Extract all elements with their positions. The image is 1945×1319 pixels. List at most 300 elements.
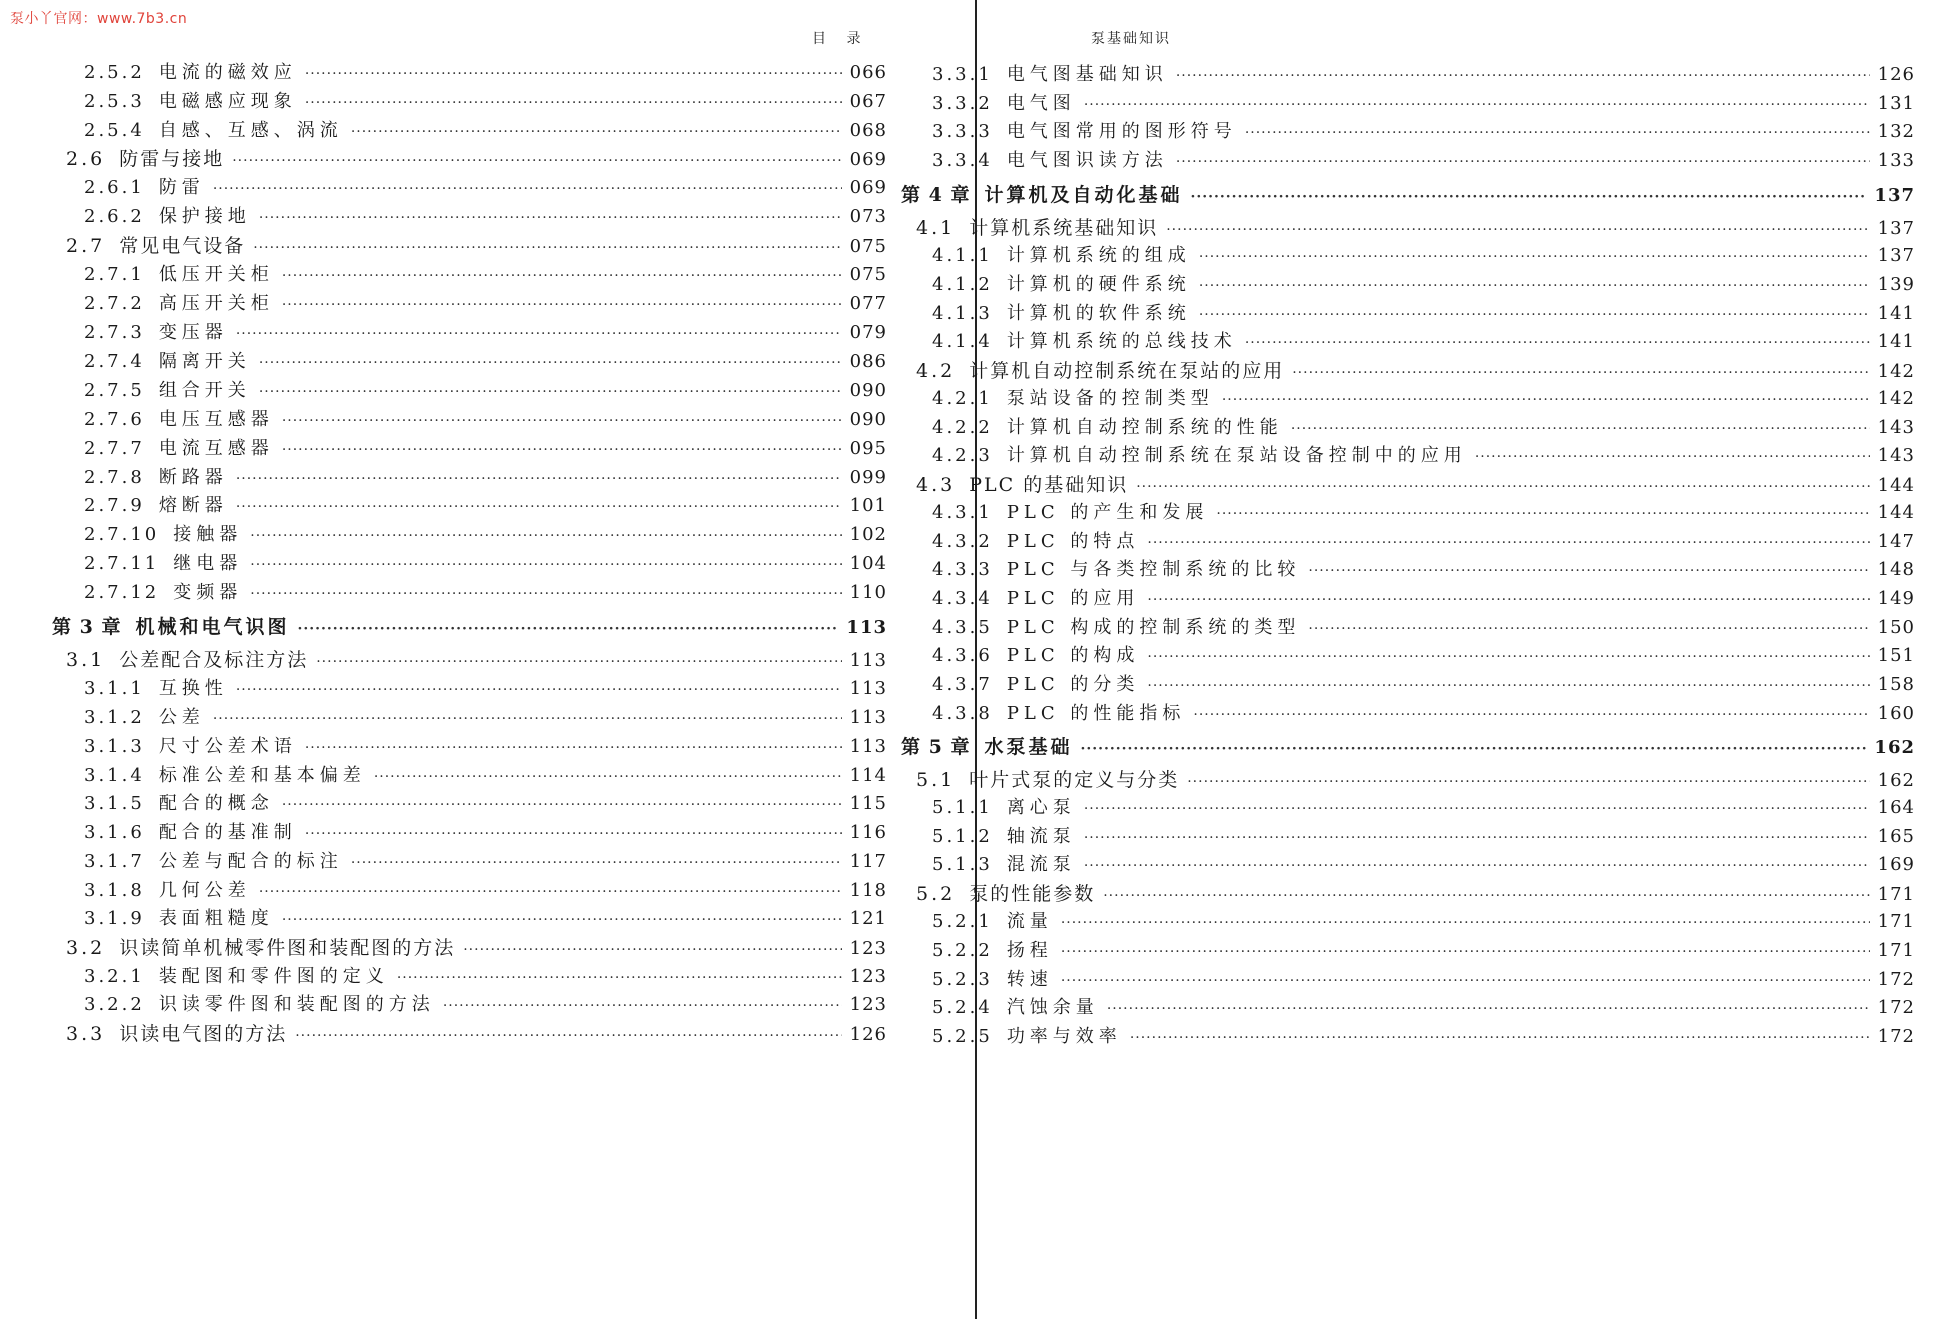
toc-entry-number: 2.7.12 — [84, 582, 160, 603]
toc-entry-title: 计算机的软件系统 — [1006, 303, 1191, 324]
toc-entry-number: 2.7 — [66, 235, 106, 257]
toc-entry-number: 4.3.3 — [932, 559, 993, 580]
toc-entry-page-number: 113 — [849, 736, 887, 757]
toc-entry-title: 叶片式泵的定义与分类 — [969, 769, 1180, 791]
toc-entry-title: 计算机自动控制系统的性能 — [1006, 417, 1283, 438]
toc-leader-dots — [1245, 125, 1870, 141]
toc-entry-number: 2.7.2 — [84, 293, 145, 314]
toc-entry-sec — [66, 933, 887, 960]
toc-entry-title: PLC 的基础知识 — [969, 474, 1129, 496]
toc-entry-sub — [932, 965, 1915, 991]
toc-leader-dots — [1308, 621, 1869, 637]
toc-entry-number: 4.2.3 — [932, 445, 993, 466]
toc-entry-sub — [932, 413, 1915, 439]
toc-entry-number: 第 5 章 — [901, 736, 971, 758]
toc-entry-sub — [932, 670, 1915, 696]
toc-entry-title: 表面粗糙度 — [158, 908, 274, 929]
toc-leader-dots — [282, 413, 842, 429]
toc-entry-page-number: 069 — [849, 149, 887, 170]
toc-entry-sub — [932, 850, 1915, 876]
toc-entry-page-number: 090 — [849, 380, 887, 401]
toc-entry-number: 第 4 章 — [901, 184, 971, 206]
toc-entry-number: 2.5.3 — [84, 91, 145, 112]
toc-entry-page-number: 095 — [849, 438, 887, 459]
toc-entry-title: 变频器 — [173, 582, 243, 603]
toc-entry-title: 公差配合及标注方法 — [119, 649, 309, 671]
toc-leader-dots — [1166, 222, 1869, 238]
toc-entry-sub — [84, 847, 887, 873]
toc-leader-dots — [213, 711, 842, 727]
toc-entry-title: 配合的基准制 — [158, 822, 297, 843]
toc-entry-number: 2.7.4 — [84, 351, 145, 372]
toc-entry-sub — [932, 498, 1915, 524]
toc-entry-number: 4.2.1 — [932, 388, 993, 409]
toc-entry-title: 配合的概念 — [158, 793, 274, 814]
toc-entry-title: 几何公差 — [158, 880, 251, 901]
toc-entry-page-number: 142 — [1877, 388, 1915, 409]
toc-entry-number: 2.7.1 — [84, 264, 145, 285]
toc-entry-page-number: 172 — [1877, 969, 1915, 990]
toc-leader-dots — [305, 740, 842, 756]
toc-entry-number: 3.2 — [66, 937, 106, 959]
toc-entry-page-number: 113 — [849, 707, 887, 728]
toc-entry-sub — [84, 289, 887, 315]
toc-entry-page-number: 164 — [1877, 797, 1915, 818]
toc-entry-title: 组合开关 — [158, 380, 251, 401]
toc-entry-sec — [66, 144, 887, 171]
toc-entry-sub — [932, 146, 1915, 172]
toc-leader-dots — [282, 797, 842, 813]
toc-entry-sub — [932, 299, 1915, 325]
toc-entry-page-number: 073 — [849, 206, 887, 227]
toc-entry-sub — [932, 241, 1915, 267]
toc-entry-title: 识读电气图的方法 — [119, 1023, 288, 1045]
toc-leader-dots — [259, 384, 842, 400]
toc-entry-title: PLC 的特点 — [1006, 531, 1140, 552]
toc-entry-sub — [932, 584, 1915, 610]
toc-entry-page-number: 171 — [1877, 911, 1915, 932]
toc-entry-sub — [84, 732, 887, 758]
toc-entry-page-number: 118 — [849, 880, 887, 901]
toc-leader-dots — [1216, 506, 1869, 522]
toc-entry-number: 2.7.7 — [84, 438, 145, 459]
toc-entry-page-number: 160 — [1877, 703, 1915, 724]
toc-entry-title: 断路器 — [158, 467, 228, 488]
toc-entry-page-number: 117 — [849, 851, 887, 872]
toc-leader-dots — [282, 297, 842, 313]
toc-leader-dots — [236, 471, 842, 487]
toc-entry-page-number: 150 — [1877, 617, 1915, 638]
toc-entry-page-number: 126 — [1877, 64, 1915, 85]
toc-leader-dots — [351, 855, 842, 871]
toc-entry-title: 电气图识读方法 — [1006, 150, 1168, 171]
toc-leader-dots — [1222, 392, 1870, 408]
toc-entry-number: 3.3.3 — [932, 121, 993, 142]
toc-leader-dots — [1107, 1001, 1870, 1017]
toc-entry-page-number: 149 — [1877, 588, 1915, 609]
toc-entry-number: 第 3 章 — [52, 616, 122, 638]
toc-leader-dots — [250, 557, 841, 573]
toc-entry-number: 2.6.1 — [84, 177, 145, 198]
toc-entry-page-number: 075 — [849, 236, 887, 257]
toc-entry-sub — [84, 990, 887, 1016]
toc-entry-title: 水泵基础 — [984, 736, 1073, 758]
toc-entry-title: 泵的性能参数 — [969, 883, 1096, 905]
toc-entry-sub — [84, 260, 887, 286]
toc-leader-dots — [1136, 479, 1869, 495]
toc-entry-page-number: 172 — [1877, 997, 1915, 1018]
toc-leader-dots — [282, 268, 842, 284]
toc-entry-number: 2.7.5 — [84, 380, 145, 401]
toc-entry-page-number: 143 — [1877, 445, 1915, 466]
toc-entry-sub — [932, 89, 1915, 115]
toc-entry-sub — [84, 116, 887, 142]
toc-entry-sec — [66, 1019, 887, 1046]
toc-entry-page-number: 123 — [849, 938, 887, 959]
toc-entry-number: 3.2.1 — [84, 966, 145, 987]
toc-entry-number: 5.2.3 — [932, 969, 993, 990]
toc-entry-page-number: 132 — [1877, 121, 1915, 142]
toc-entry-title: 计算机系统的总线技术 — [1006, 331, 1237, 352]
toc-entry-title: 熔断器 — [158, 495, 228, 516]
toc-leader-dots — [1292, 365, 1869, 381]
toc-entry-number: 2.7.6 — [84, 409, 145, 430]
toc-entry-number: 3.1.4 — [84, 765, 145, 786]
toc-entry-title: 尺寸公差术语 — [158, 736, 297, 757]
toc-entry-page-number: 104 — [849, 553, 887, 574]
toc-leader-dots — [1084, 97, 1870, 113]
toc-entry-sub — [84, 58, 887, 84]
toc-leader-dots — [1187, 774, 1869, 790]
toc-leader-dots — [236, 499, 842, 515]
toc-entry-number: 5.2.4 — [932, 997, 993, 1018]
right-page — [901, 0, 1945, 1319]
toc-entry-number: 5.2 — [916, 883, 956, 905]
toc-leader-dots — [250, 586, 841, 602]
toc-entry-page-number: 142 — [1877, 361, 1915, 382]
toc-entry-page-number: 147 — [1877, 531, 1915, 552]
toc-entry-title: PLC 的性能指标 — [1006, 703, 1186, 724]
toc-entry-title: 公差 — [158, 707, 205, 728]
toc-entry-sub — [932, 641, 1915, 667]
toc-entry-number: 4.1.4 — [932, 331, 993, 352]
toc-entry-number: 3.1.6 — [84, 822, 145, 843]
toc-entry-title: 扬程 — [1006, 940, 1053, 961]
toc-entry-title: 变压器 — [158, 322, 228, 343]
toc-entry-number: 3.1.5 — [84, 793, 145, 814]
toc-entry-number: 5.1.2 — [932, 826, 993, 847]
toc-leader-dots — [1061, 915, 1870, 931]
toc-entry-sub — [84, 904, 887, 930]
toc-entry-sub — [84, 318, 887, 344]
toc-entry-title: PLC 的构成 — [1006, 645, 1140, 666]
toc-leader-dots — [1308, 563, 1869, 579]
toc-entry-chap — [901, 180, 1915, 207]
toc-entry-page-number: 101 — [849, 495, 887, 516]
toc-leader-dots — [213, 181, 842, 197]
toc-entry-sub — [84, 674, 887, 700]
toc-leader-dots — [282, 442, 842, 458]
toc-entry-number: 3.1.7 — [84, 851, 145, 872]
toc-entry-sub — [84, 87, 887, 113]
toc-entry-page-number: 148 — [1877, 559, 1915, 580]
toc-entry-page-number: 169 — [1877, 854, 1915, 875]
toc-entry-sub — [84, 491, 887, 517]
toc-entry-number: 3.2.2 — [84, 994, 145, 1015]
toc-entry-page-number: 110 — [849, 582, 887, 603]
toc-entry-title: 常见电气设备 — [119, 235, 246, 257]
toc-entry-number: 5.1.1 — [932, 797, 993, 818]
toc-entry-title: 计算机系统的组成 — [1006, 245, 1191, 266]
toc-entry-title: PLC 与各类控制系统的比较 — [1006, 559, 1301, 580]
toc-entry-number: 3.3 — [66, 1023, 106, 1045]
toc-entry-page-number: 113 — [849, 678, 887, 699]
toc-entry-sub — [932, 60, 1915, 86]
right-page-header: 泵基础知识 — [1091, 31, 1171, 47]
toc-entry-sub — [84, 405, 887, 431]
toc-entry-sub — [84, 549, 887, 575]
toc-entry-sub — [84, 703, 887, 729]
toc-leader-dots — [1190, 189, 1866, 205]
toc-entry-title: 电气图 — [1006, 93, 1076, 114]
toc-entry-page-number: 126 — [849, 1024, 887, 1045]
watermark-text: 泵小丫官网：www.7b3.cn — [10, 11, 188, 27]
toc-entry-number: 3.3.1 — [932, 64, 993, 85]
toc-entry-title: 隔离开关 — [158, 351, 251, 372]
toc-entry-number: 3.1.9 — [84, 908, 145, 929]
toc-entry-sub — [932, 699, 1915, 725]
toc-entry-sub — [84, 434, 887, 460]
toc-entry-title: 计算机自动控制系统在泵站的应用 — [969, 360, 1285, 382]
toc-entry-sub — [932, 936, 1915, 962]
toc-leader-dots — [1147, 592, 1869, 608]
toc-entry-sub — [932, 441, 1915, 467]
toc-leader-dots — [1199, 278, 1870, 294]
toc-entry-title: 电流互感器 — [158, 438, 274, 459]
toc-entry-sub — [84, 962, 887, 988]
toc-entry-title: 接触器 — [173, 524, 243, 545]
toc-entry-sec — [916, 765, 1915, 792]
toc-entry-page-number: 137 — [1877, 218, 1915, 239]
toc-entry-page-number: 066 — [849, 62, 887, 83]
toc-entry-page-number: 131 — [1877, 93, 1915, 114]
toc-leader-dots — [1199, 307, 1870, 323]
toc-entry-number: 2.7.3 — [84, 322, 145, 343]
toc-entry-page-number: 137 — [1874, 185, 1915, 206]
toc-entry-number: 2.7.10 — [84, 524, 160, 545]
toc-entry-title: 计算机的硬件系统 — [1006, 274, 1191, 295]
toc-entry-title: 互换性 — [158, 678, 228, 699]
toc-entry-number: 4.2.2 — [932, 417, 993, 438]
toc-entry-sub — [84, 578, 887, 604]
toc-entry-page-number: 139 — [1877, 274, 1915, 295]
toc-entry-sec — [66, 645, 887, 672]
toc-entry-sub — [932, 117, 1915, 143]
toc-leader-dots — [1193, 707, 1869, 723]
toc-entry-number: 4.3.4 — [932, 588, 993, 609]
toc-leader-dots — [1176, 68, 1870, 84]
toc-entry-title: 计算机系统基础知识 — [969, 217, 1159, 239]
toc-leader-dots — [236, 326, 842, 342]
toc-leader-dots — [1147, 535, 1869, 551]
right-toc-list — [901, 0, 1945, 1319]
toc-entry-sub — [932, 613, 1915, 639]
toc-entry-title: 标准公差和基本偏差 — [158, 765, 366, 786]
toc-entry-number: 4.3.2 — [932, 531, 993, 552]
toc-leader-dots — [259, 884, 842, 900]
toc-entry-number: 2.6 — [66, 148, 106, 170]
toc-entry-sub — [84, 173, 887, 199]
toc-leader-dots — [1475, 449, 1870, 465]
toc-entry-title: 电气图常用的图形符号 — [1006, 121, 1237, 142]
toc-entry-page-number: 151 — [1877, 645, 1915, 666]
toc-leader-dots — [250, 528, 841, 544]
toc-entry-page-number: 121 — [849, 908, 887, 929]
toc-entry-number: 3.1.1 — [84, 678, 145, 699]
toc-entry-page-number: 162 — [1874, 737, 1915, 758]
toc-entry-title: PLC 构成的控制系统的类型 — [1006, 617, 1301, 638]
toc-leader-dots — [1291, 421, 1870, 437]
toc-entry-page-number: 069 — [849, 177, 887, 198]
toc-entry-title: 高压开关柜 — [158, 293, 274, 314]
toc-entry-sub — [932, 270, 1915, 296]
toc-entry-sub — [932, 822, 1915, 848]
toc-entry-number: 3.3.4 — [932, 150, 993, 171]
toc-leader-dots — [1176, 154, 1870, 170]
toc-entry-sub — [84, 520, 887, 546]
toc-entry-title: 电流的磁效应 — [158, 62, 297, 83]
toc-entry-sec — [916, 356, 1915, 383]
toc-leader-dots — [1130, 1030, 1870, 1046]
toc-leader-dots — [305, 66, 842, 82]
toc-entry-number: 3.1.2 — [84, 707, 145, 728]
toc-leader-dots — [316, 654, 841, 670]
toc-entry-number: 3.1.3 — [84, 736, 145, 757]
toc-leader-dots — [374, 769, 842, 785]
toc-entry-sub — [84, 202, 887, 228]
toc-entry-page-number: 099 — [849, 467, 887, 488]
toc-entry-page-number: 137 — [1877, 245, 1915, 266]
toc-entry-title: 识读简单机械零件图和装配图的方法 — [119, 937, 456, 959]
toc-entry-title: 计算机及自动化基础 — [984, 184, 1183, 206]
toc-leader-dots — [232, 153, 841, 169]
toc-entry-sub — [84, 463, 887, 489]
toc-entry-page-number: 141 — [1877, 303, 1915, 324]
toc-entry-title: 机械和电气识图 — [135, 616, 290, 638]
toc-leader-dots — [1147, 678, 1869, 694]
toc-entry-title: 防雷与接地 — [119, 148, 225, 170]
toc-entry-page-number: 075 — [849, 264, 887, 285]
toc-entry-number: 4.1.2 — [932, 274, 993, 295]
toc-entry-page-number: 068 — [849, 120, 887, 141]
toc-entry-number: 3.3.2 — [932, 93, 993, 114]
toc-entry-sec — [916, 470, 1915, 497]
toc-entry-title: 电压互感器 — [158, 409, 274, 430]
toc-entry-page-number: 077 — [849, 293, 887, 314]
toc-entry-title: 识读零件图和装配图的方法 — [158, 994, 435, 1015]
toc-entry-number: 4.3.6 — [932, 645, 993, 666]
toc-leader-dots — [1084, 830, 1870, 846]
toc-entry-title: 防雷 — [158, 177, 205, 198]
toc-leader-dots — [1080, 741, 1866, 757]
toc-entry-number: 4.1 — [916, 217, 956, 239]
toc-leader-dots — [1084, 858, 1870, 874]
toc-entry-number: 2.7.8 — [84, 467, 145, 488]
toc-entry-number: 5.2.1 — [932, 911, 993, 932]
toc-entry-page-number: 090 — [849, 409, 887, 430]
toc-entry-page-number: 144 — [1877, 475, 1915, 496]
toc-entry-sub — [932, 384, 1915, 410]
toc-leader-dots — [1245, 335, 1870, 351]
toc-entry-page-number: 079 — [849, 322, 887, 343]
toc-entry-title: 流量 — [1006, 911, 1053, 932]
toc-entry-sub — [932, 907, 1915, 933]
toc-entry-page-number: 116 — [849, 822, 887, 843]
toc-entry-page-number: 113 — [849, 650, 887, 671]
toc-leader-dots — [1061, 973, 1870, 989]
toc-entry-page-number: 133 — [1877, 150, 1915, 171]
toc-leader-dots — [259, 210, 842, 226]
toc-entry-page-number: 158 — [1877, 674, 1915, 695]
toc-leader-dots — [259, 355, 842, 371]
toc-leader-dots — [397, 970, 842, 986]
toc-entry-number: 4.1.1 — [932, 245, 993, 266]
toc-entry-page-number: 144 — [1877, 502, 1915, 523]
toc-leader-dots — [236, 682, 842, 698]
toc-entry-number: 2.5.2 — [84, 62, 145, 83]
toc-leader-dots — [443, 998, 842, 1014]
toc-entry-title: 混流泵 — [1006, 854, 1076, 875]
toc-entry-sec — [916, 879, 1915, 906]
toc-entry-title: 电磁感应现象 — [158, 91, 297, 112]
toc-entry-sec — [916, 213, 1915, 240]
toc-entry-sub — [932, 327, 1915, 353]
toc-entry-title: 泵站设备的控制类型 — [1006, 388, 1214, 409]
toc-entry-title: 电气图基础知识 — [1006, 64, 1168, 85]
toc-entry-sub — [84, 761, 887, 787]
toc-leader-dots — [295, 1028, 841, 1044]
toc-entry-page-number: 123 — [849, 994, 887, 1015]
toc-entry-number: 4.2 — [916, 360, 956, 382]
toc-entry-title: PLC 的应用 — [1006, 588, 1140, 609]
toc-entry-title: 自感、互感、涡流 — [158, 120, 343, 141]
toc-entry-page-number: 115 — [849, 793, 887, 814]
toc-entry-title: 继电器 — [173, 553, 243, 574]
toc-leader-dots — [1199, 249, 1870, 265]
toc-leader-dots — [297, 621, 838, 637]
toc-entry-title: 保护接地 — [158, 206, 251, 227]
toc-entry-number: 4.3.8 — [932, 703, 993, 724]
toc-entry-title: 汽蚀余量 — [1006, 997, 1099, 1018]
toc-entry-title: 功率与效率 — [1006, 1026, 1122, 1047]
toc-entry-number: 5.2.2 — [932, 940, 993, 961]
toc-entry-title: 轴流泵 — [1006, 826, 1076, 847]
toc-entry-sub — [84, 347, 887, 373]
toc-entry-number: 2.6.2 — [84, 206, 145, 227]
toc-entry-sec — [66, 231, 887, 258]
toc-entry-page-number: 162 — [1877, 770, 1915, 791]
toc-entry-page-number: 067 — [849, 91, 887, 112]
toc-entry-sub — [932, 793, 1915, 819]
toc-entry-page-number: 086 — [849, 351, 887, 372]
toc-entry-title: PLC 的产生和发展 — [1006, 502, 1209, 523]
toc-leader-dots — [305, 826, 842, 842]
toc-leader-dots — [1147, 649, 1869, 665]
toc-entry-title: 装配图和零件图的定义 — [158, 966, 389, 987]
toc-entry-page-number: 171 — [1877, 884, 1915, 905]
toc-leader-dots — [1103, 888, 1869, 904]
toc-entry-page-number: 143 — [1877, 417, 1915, 438]
